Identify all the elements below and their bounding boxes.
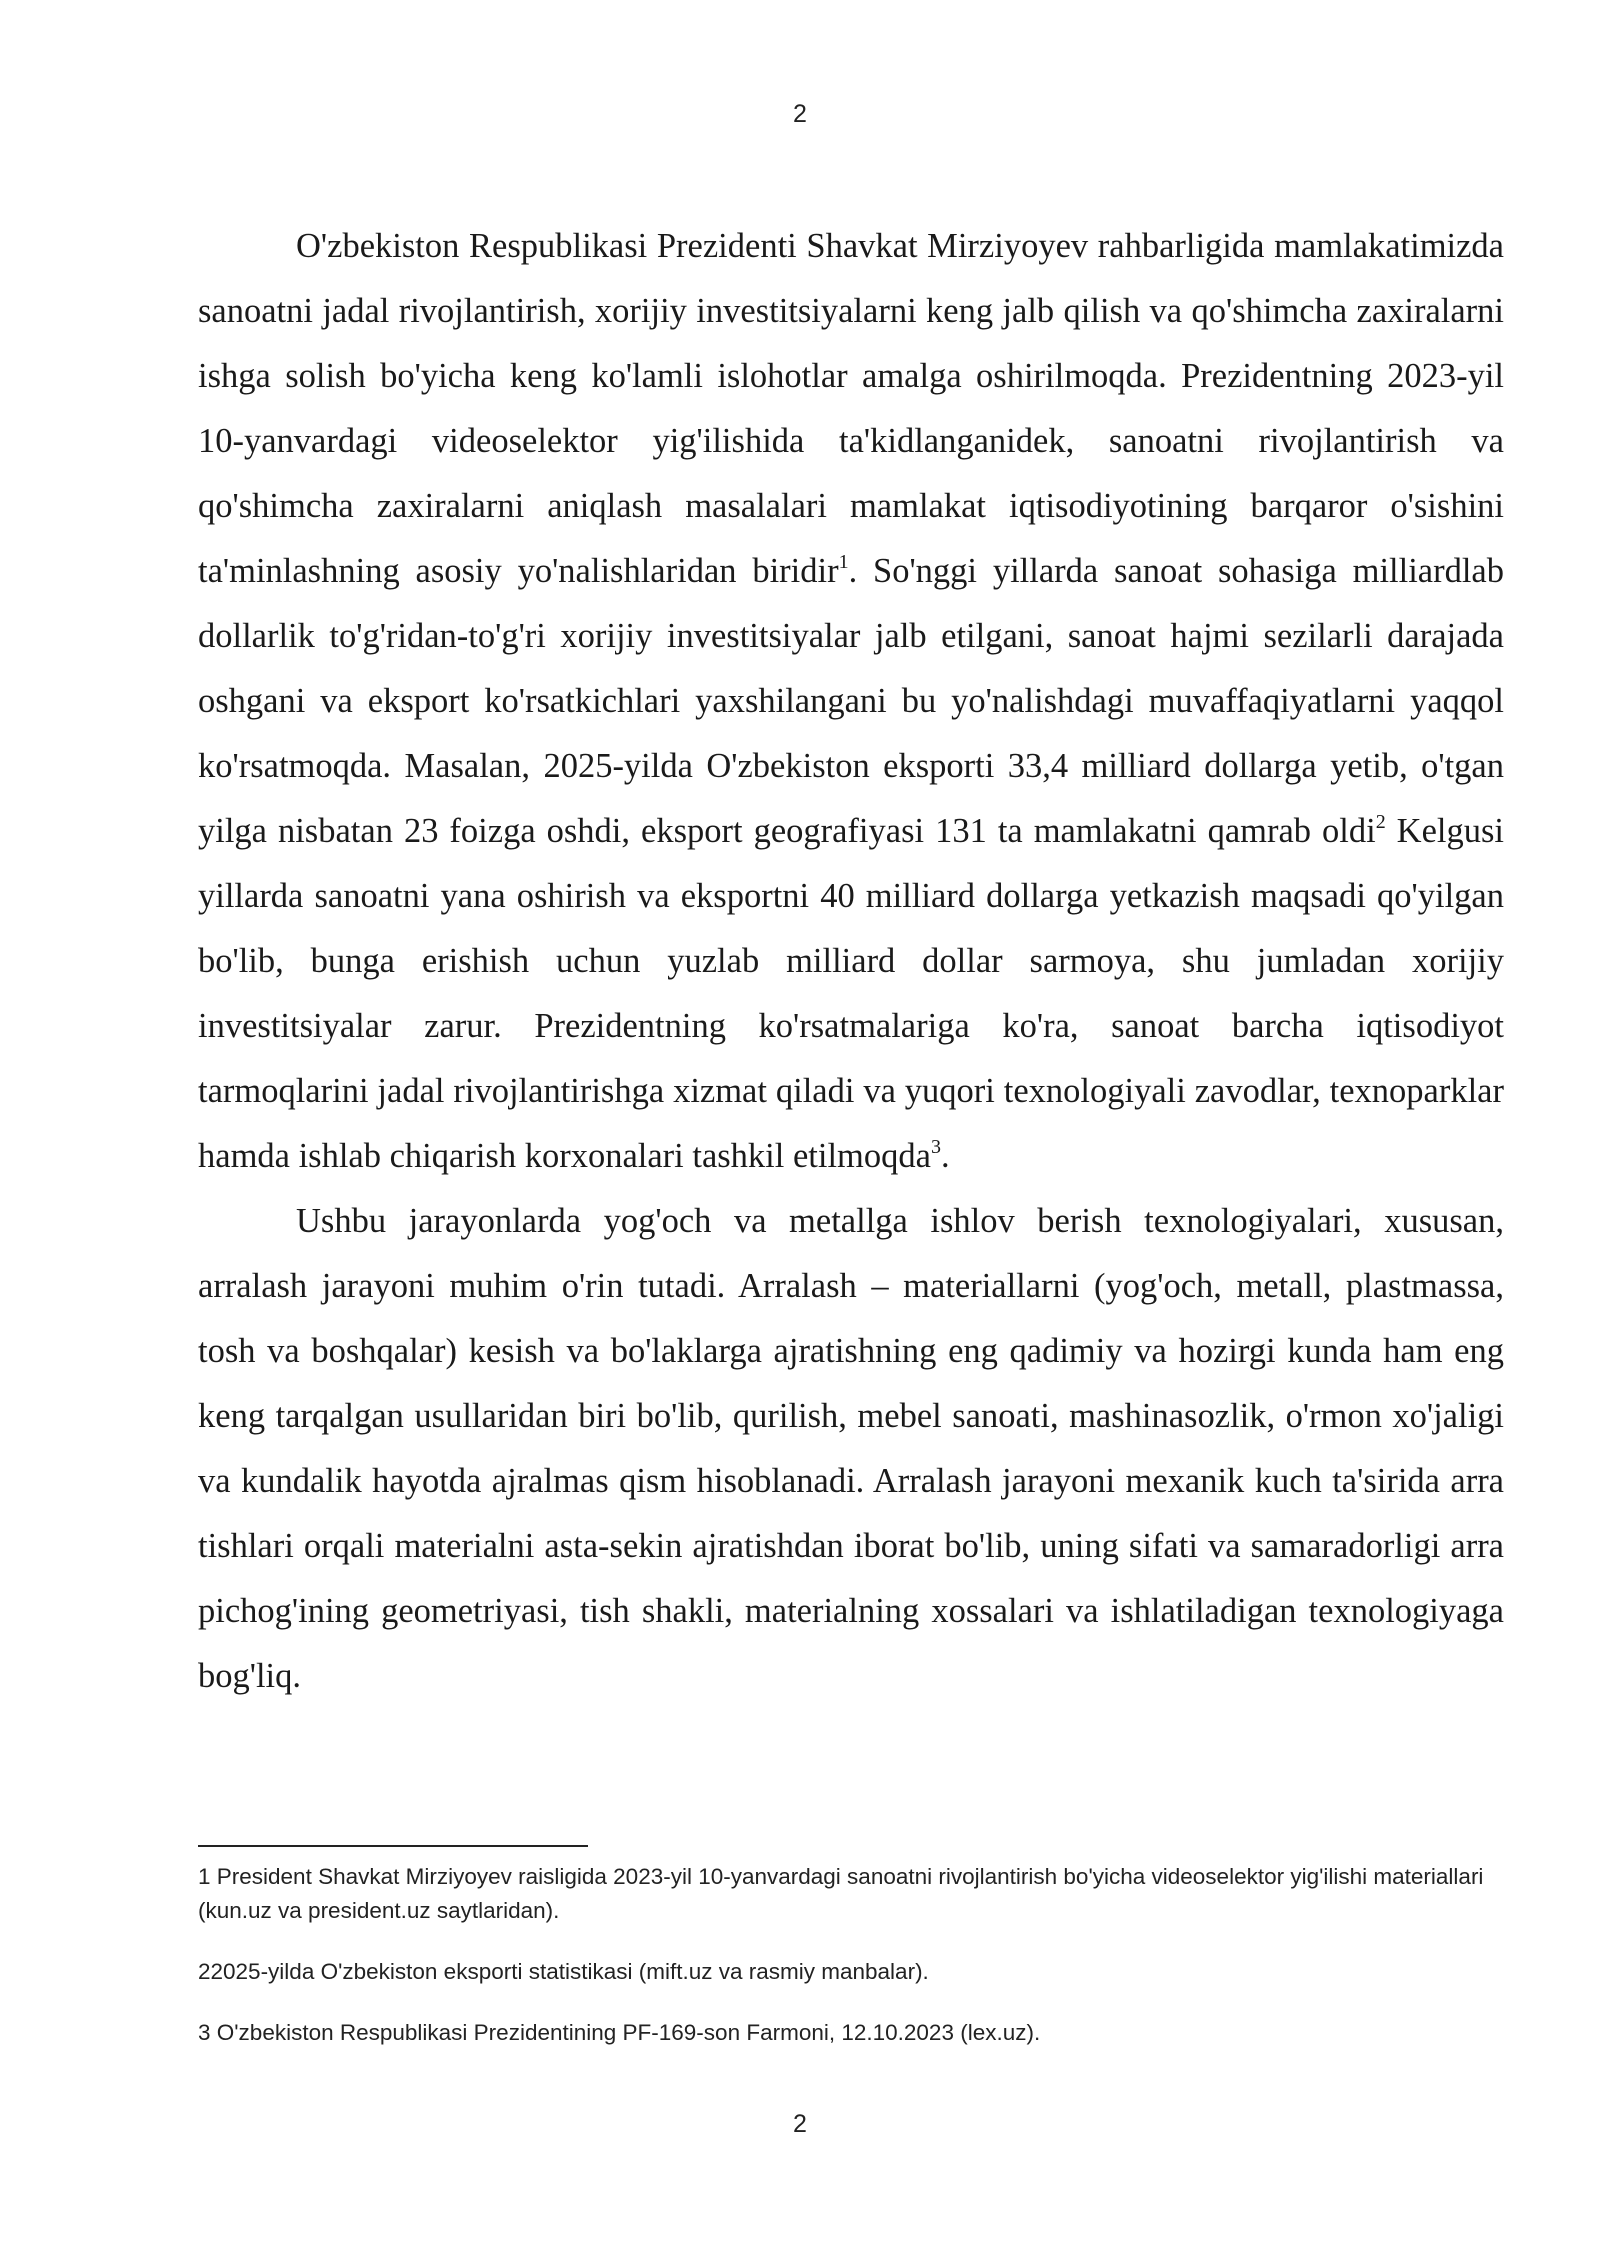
footnote-3: 3 O'zbekiston Respublikasi Prezidentining PF-169-son Farmoni, 12.10.2023 (lex.uz). — [198, 2020, 1041, 2045]
paragraph-2: Ushbu jarayonlarda yog'och va metallga ishlov berish texnologiyalari, xususan, arralash jarayoni muhim o'rin tutadi. Arralash – materiallarni (yog'och, metall, plastmassa, tosh va boshqalar) kesish va bo'laklarga ajratishning eng qadimiy va hozirgi kunda ham eng keng tarqalgan usullaridan biri bo'lib, qurilish, mebel sanoati, mashinasozlik, o'rmon xo'jaligi va kundalik hayotda ajralmas qism hisoblanadi. Arralash jarayoni mexanik kuch ta'sirida arra tishlari orqali materialni asta-sekin ajratishdan iborat bo'lib, uning sifati va samaradorligi arra pichog'ining geometriyasi, tish shakli, materialning xossalari va ishlatiladigan texnologiyaga bog'liq. — [198, 1202, 1504, 1695]
paragraph-1-text-c: Kelgusi yillarda sanoatni yana oshirish va eksportni 40 milliard dollarga yetkazish maqsadi qo'yilgan bo'lib, bunga erishish uchun yuzlab milliard dollar sarmoya, shu jumladan xorijiy investitsiyalar zarur. Prezidentning ko'rsatmalariga ko'ra, sanoat barcha iqtisodiyot tarmoqlarini jadal rivojlantirishga xizmat qiladi va yuqori texnologiyali zavodlar, texnoparklar hamda ishlab chiqarish korxonalari tashkil etilmoqda — [198, 812, 1505, 1175]
footnote-separator — [198, 1845, 588, 1847]
footnote-1: 1 President Shavkat Mirziyoyev raisligida 2023-yil 10-yanvardagi sanoatni rivojlantirish bo'yicha videoselektor yig'ilishi materiallari (kun.uz va president.uz saytlaridan). — [198, 1864, 1484, 1923]
footnotes — [198, 1860, 1504, 2077]
main-text — [198, 214, 1504, 1709]
footnote-ref-2: 2 — [1375, 811, 1386, 833]
footnote-ref-1: 1 — [838, 551, 849, 573]
paragraph-1-text-d: . — [940, 1137, 950, 1175]
paragraph-1 — [198, 214, 1504, 1189]
page-number-header: 2 — [793, 100, 807, 128]
paragraph-1-text-b: . So'nggi yillarda sanoat sohasiga milliardlab dollarlik to'g'ridan-to'g'ri xorijiy investitsiyalar jalb etilgani, sanoat hajmi sezilarli darajada oshgani va eksport ko'rsatkichlari yaxshilangani bu yo'nalishdagi muvaffaqiyatlarni yaqqol ko'rsatmoqda. Masalan, 2025-yilda O'zbekiston eksporti 33,4 milliard dollarga yetib, o'tgan yilga nisbatan 23 foizga oshdi, eksport geografiyasi 131 ta mamlakatni qamrab oldi — [198, 552, 1504, 850]
footnote-ref-3: 3 — [930, 1136, 941, 1158]
page-number-footer: 2 — [793, 2110, 807, 2138]
paragraph-1-text-a: O'zbekiston Respublikasi Prezidenti Shavkat Mirziyoyev rahbarligida mamlakatimizda sanoatni jadal rivojlantirish, xorijiy investitsiyalarni keng jalb qilish va qo'shimcha zaxiralarni ishga solish bo'yicha keng ko'lamli islohotlar amalga oshirilmoqda. Prezidentning 2023-yil 10-yanvardagi videoselektor yig'ilishida ta'kidlanganidek, sanoatni rivojlantirish va qo'shimcha zaxiralarni aniqlash masalalari mamlakat iqtisodiyotining barqaror o'sishini ta'minlashning asosiy yo'nalishlaridan biridir — [198, 227, 1504, 590]
footnote-2: 22025-yilda O'zbekiston eksporti statistikasi (mift.uz va rasmiy manbalar). — [198, 1959, 929, 1984]
